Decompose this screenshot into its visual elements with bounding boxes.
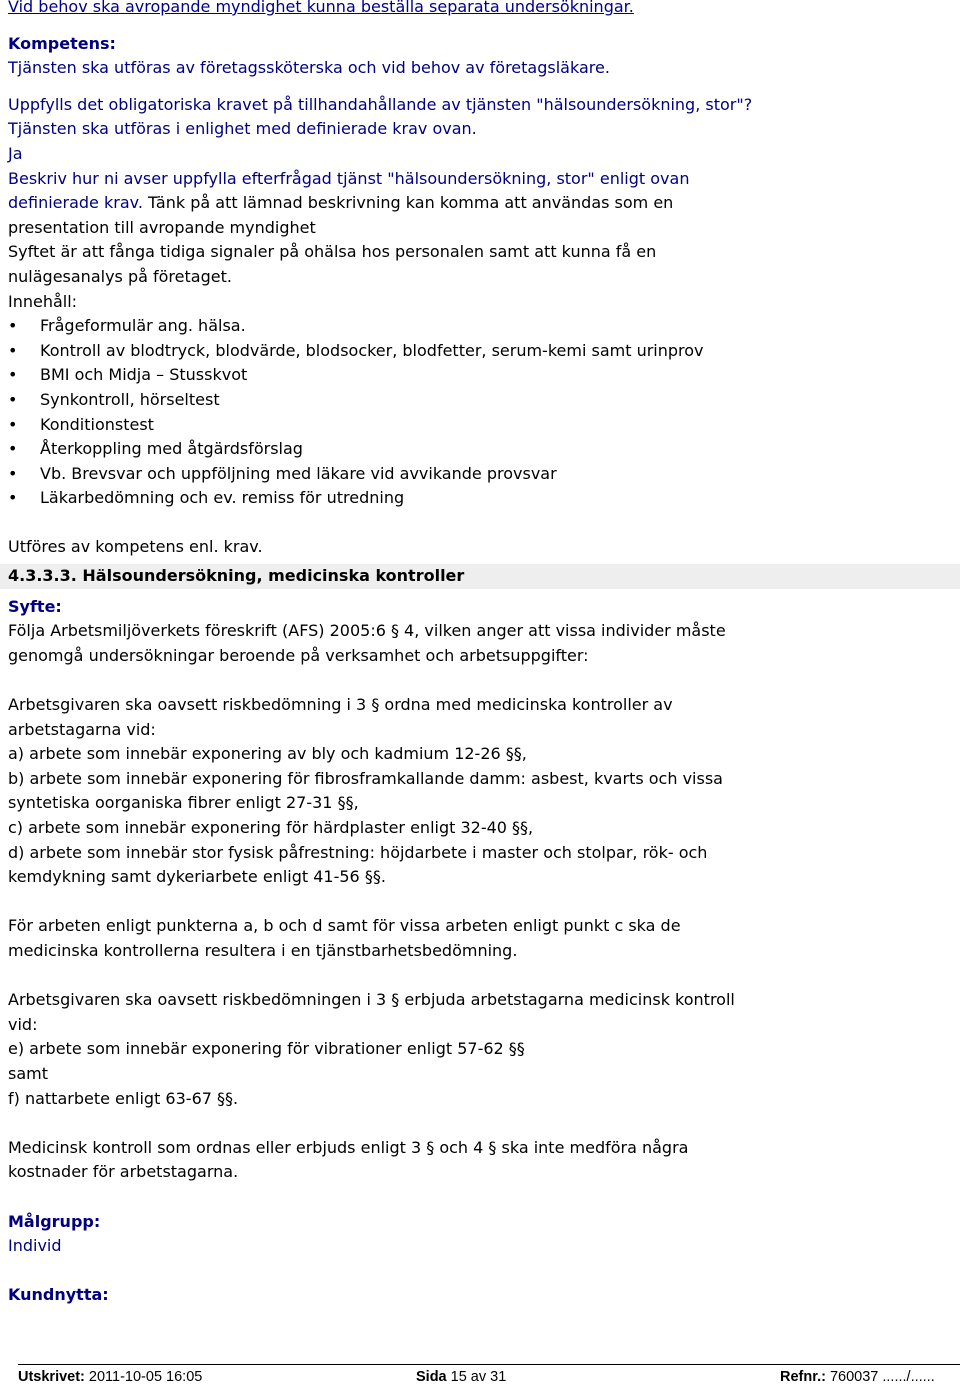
ref-info [780,1367,935,1387]
page-value: 15 av 31 [446,1369,507,1385]
kompetens-label: Kompetens: [8,33,116,53]
document-page [8,0,952,1308]
answer-text-1: Tänk på att lämnad beskrivning kan komma att användas som en [142,193,674,213]
ref-label: Refnr.: [780,1369,826,1385]
paragraph-3-line-1: Arbetsgivaren ska oavsett riskbedömningen i 3 § erbjuda arbetstagarna medicinsk kontroll [8,990,735,1010]
purpose-line-2: nulägesanalys på företaget. [8,266,232,286]
syfte-line-2: genomgå undersökningar beroende på verksamhet och arbetsuppgifter: [8,645,589,665]
syfte-label: Syfte: [8,596,62,616]
question-line-2: Tjänsten ska utföras i enlighet med definierade krav ovan. [8,119,477,139]
describe-line-1: Beskriv hur ni avser uppfylla efterfrågad tjänst "hälsoundersökning, stor" enligt ovan [8,168,690,188]
answer-text-2: presentation till avropande myndighet [8,217,316,237]
samt-text: samt [8,1063,48,1083]
page-footer [18,1364,960,1385]
list-item: • Läkarbedömning och ev. remiss för utredning [8,486,952,511]
list-item: • Frågeformulär ang. hälsa. [8,314,952,339]
list-item: • Kontroll av blodtryck, blodvärde, blodsocker, blodfetter, serum-kemi samt urinprov [8,339,952,364]
list-item: • Återkoppling med åtgärdsförslag [8,437,952,462]
question-line-1: Uppfylls det obligatoriska kravet på tillhandahållande av tjänsten "hälsoundersökning, stor"? [8,94,753,114]
item-d-line-1: d) arbete som innebär stor fysisk påfrestning: höjdarbete i master och stolpar, rök- och [8,842,708,862]
ref-value: 760037 ....../...... [825,1369,935,1385]
list-item: • Konditionstest [8,413,952,438]
list-item: • BMI och Midja – Stusskvot [8,363,952,388]
item-b-line-1: b) arbete som innebär exponering för fibrosframkallande damm: asbest, kvarts och vissa [8,768,723,788]
kompetens-text: Tjänsten ska utföras av företagssköterska och vid behov av företagsläkare. [8,58,610,78]
list-item: • Vb. Brevsvar och uppföljning med läkare vid avvikande provsvar [8,462,952,487]
item-e: e) arbete som innebär exponering för vibrationer enligt 57-62 §§ [8,1039,525,1059]
paragraph-4-line-1: Medicinsk kontroll som ordnas eller erbjuds enligt 3 § och 4 § ska inte medföra några [8,1137,689,1157]
content-list [8,314,952,511]
performed-by: Utföres av kompetens enl. krav. [8,537,263,557]
printed-label: Utskrivet: [18,1369,85,1385]
page-label: Sida [416,1369,447,1385]
syfte-line-1: Följa Arbetsmiljöverkets föreskrift (AFS) 2005:6 § 4, vilken anger att vissa individer måste [8,621,726,641]
item-d-line-2: kemdykning samt dykeriarbete enligt 41-56 §§. [8,867,386,887]
kundnytta-label: Kundnytta: [8,1285,109,1305]
item-f: f) nattarbete enligt 63-67 §§. [8,1088,239,1108]
describe-tail: definierade krav. [8,193,143,213]
intro-link[interactable]: Vid behov ska avropande myndighet kunna beställa separata undersökningar. [8,0,634,16]
item-c: c) arbete som innebär exponering för härdplaster enligt 32-40 §§, [8,818,534,837]
malgrupp-value: Individ [8,1236,62,1256]
paragraph-2-line-2: medicinska kontrollerna resultera i en tjänstbarhetsbedömning. [8,940,518,960]
page-info [416,1367,506,1387]
section-title: 4.3.3.3. Hälsoundersökning, medicinska kontroller [0,564,960,589]
paragraph-1-line-1: Arbetsgivaren ska oavsett riskbedömning i 3 § ordna med medicinska kontroller av [8,695,673,715]
paragraph-1-line-2: arbetstagarna vid: [8,719,156,739]
paragraph-2-line-1: För arbeten enligt punkterna a, b och d samt för vissa arbeten enligt punkt c ska de [8,916,681,936]
malgrupp-label: Målgrupp: [8,1211,101,1231]
item-b-line-2: syntetiska oorganiska fibrer enligt 27-31 §§, [8,793,359,813]
list-item: • Synkontroll, hörseltest [8,388,952,413]
printed-info [18,1367,202,1387]
paragraph-3-line-2: vid: [8,1014,38,1034]
item-a: a) arbete som innebär exponering av bly och kadmium 12-26 §§, [8,744,527,764]
answer-value: Ja [8,143,23,163]
content-label: Innehåll: [8,291,78,311]
describe-line-2 [8,191,952,216]
paragraph-4-line-2: kostnader för arbetstagarna. [8,1162,239,1182]
purpose-line-1: Syftet är att fånga tidiga signaler på ohälsa hos personalen samt att kunna få en [8,242,657,262]
printed-value: 2011-10-05 16:05 [84,1369,203,1385]
